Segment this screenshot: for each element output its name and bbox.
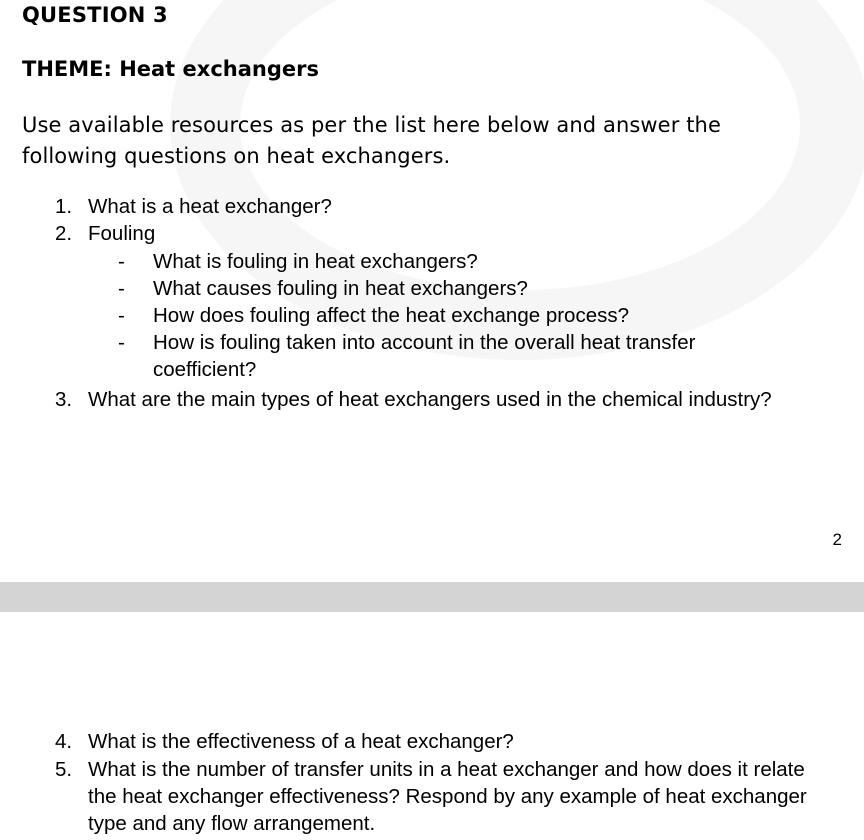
- question-item: [55, 193, 332, 220]
- question-number: 2.: [55, 222, 73, 245]
- subitem-text: What is fouling in heat exchangers?: [153, 250, 478, 273]
- question-number: 4.: [55, 730, 73, 753]
- question-number: 5.: [55, 758, 73, 781]
- page-number: 2: [832, 530, 842, 549]
- subitem-text: How does fouling affect the heat exchange process?: [153, 304, 629, 327]
- question-item: [55, 220, 155, 247]
- question-number: 1.: [55, 195, 73, 218]
- fouling-subitem: [118, 275, 773, 302]
- question-item: [55, 386, 772, 413]
- subitem-text: How is fouling taken into account in the overall heat transfer coefficient?: [153, 331, 696, 381]
- page-separator: [0, 582, 864, 612]
- question-text: Fouling: [88, 222, 156, 245]
- subitem-text: What causes fouling in heat exchangers?: [153, 277, 528, 300]
- question-item: [55, 728, 514, 755]
- intro-paragraph: Use available resources as per the list here below and answer the following questions on heat exchangers.: [22, 113, 721, 168]
- question-text: What is the number of transfer units in a heat exchanger and how does it relate the heat exchanger effectiveness? Respond by any example of heat exchanger type and any flow arrangement.: [88, 758, 807, 835]
- fouling-subitem: [118, 329, 753, 383]
- dash-bullet: -: [118, 277, 125, 300]
- theme-heading: THEME: Heat exchangers: [22, 57, 319, 81]
- dash-bullet: -: [118, 250, 125, 273]
- question-text: What is the effectiveness of a heat exchanger?: [88, 730, 514, 753]
- fouling-subitem: [118, 248, 773, 275]
- dash-bullet: -: [118, 304, 125, 327]
- question-item: [55, 756, 818, 837]
- question-number: 3.: [55, 388, 73, 411]
- question-text: What is a heat exchanger?: [88, 195, 332, 218]
- question-text: What are the main types of heat exchangers used in the chemical industry?: [88, 388, 772, 411]
- dash-bullet: -: [118, 331, 125, 354]
- question-heading: QUESTION 3: [22, 3, 168, 27]
- fouling-subitem: [118, 302, 773, 329]
